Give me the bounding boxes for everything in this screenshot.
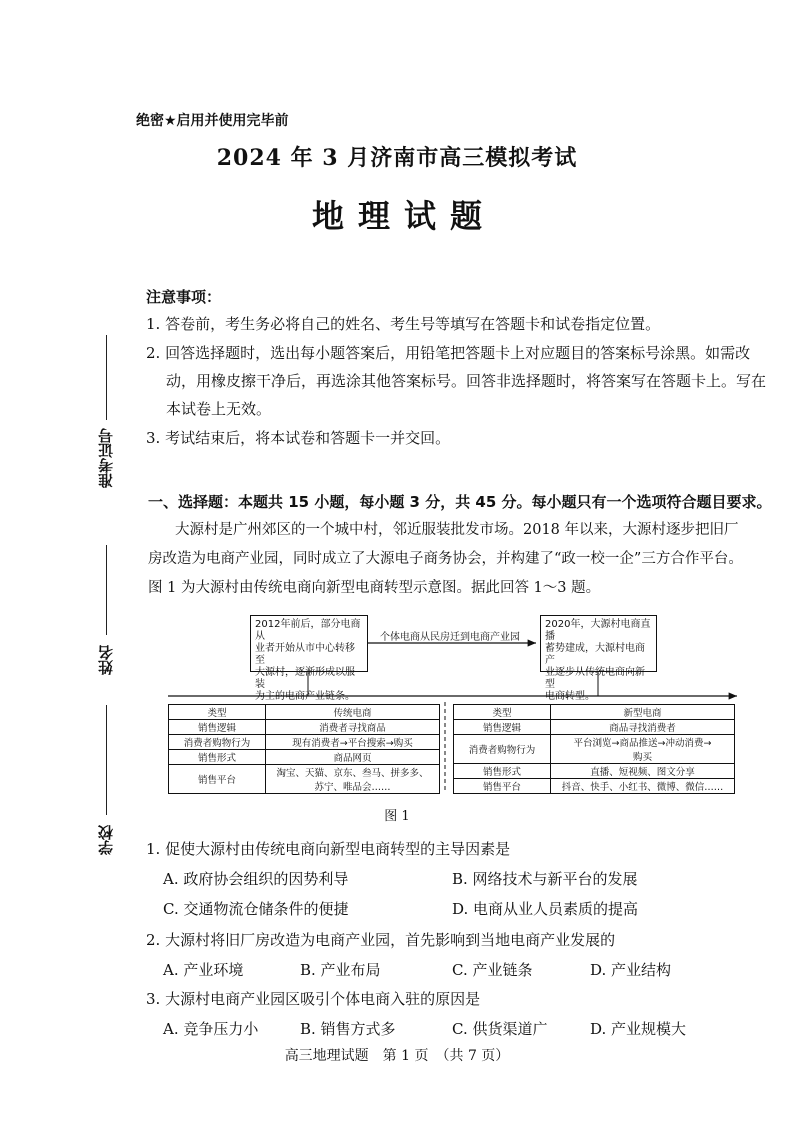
secret-label: 绝密★启用并使用完毕前 [136, 113, 289, 129]
question-3-option-b: B. 销售方式多 [300, 1020, 396, 1038]
table-cell: 类型 [454, 705, 551, 720]
table-row [169, 750, 440, 765]
question-3-option-a: A. 竞争压力小 [163, 1020, 259, 1038]
box-text-line: 业者开始从市中心转移至 [255, 643, 355, 666]
table-row [454, 735, 735, 750]
table-cell: 消费者购物行为 [454, 735, 551, 764]
table-row [169, 765, 440, 780]
school-field-label: 学校 [97, 825, 115, 855]
question-1-option-c: C. 交通物流仓储条件的便捷 [163, 900, 349, 918]
note-item: 3. 考试结束后，将本试卷和答题卡一并交回。 [146, 429, 451, 447]
table-cell: 消费者购物行为 [169, 735, 266, 750]
table-cell: 购买 [551, 749, 735, 764]
id-field-line [106, 335, 107, 420]
question-3-stem: 3. 大源村电商产业园区吸引个体电商入驻的原因是 [146, 990, 481, 1008]
figure-arrow-label: 个体电商从民房迁到电商产业园 [380, 632, 520, 643]
table-cell: 现有消费者→平台搜索→购买 [266, 735, 440, 750]
table-cell: 直播、短视频、图文分享 [551, 764, 735, 779]
new-ecommerce-table [453, 704, 735, 794]
exam-title: 2024 年 3 月济南市高三模拟考试 [216, 145, 578, 171]
table-row [454, 779, 735, 794]
table-cell: 商品寻找消费者 [551, 720, 735, 735]
question-3-option-c: C. 供货渠道广 [452, 1020, 548, 1038]
box-text-line: 2020年，大源村电商直播 [545, 619, 651, 642]
question-1-stem: 1. 促使大源村由传统电商向新型电商转型的主导因素是 [146, 840, 511, 858]
note-item: 本试卷上无效。 [166, 400, 272, 418]
table-cell: 销售平台 [454, 779, 551, 794]
question-2-option-d: D. 产业结构 [590, 961, 672, 979]
table-row [454, 720, 735, 735]
table-cell: 传统电商 [266, 705, 440, 720]
box-text-line: 2012年前后，部分电商从 [255, 619, 361, 642]
box-text-line: 为主的电商产业链条。 [255, 691, 355, 702]
table-row [169, 735, 440, 750]
traditional-ecommerce-table [168, 704, 440, 794]
section-heading: 一、选择题：本题共 15 小题，每小题 3 分，共 45 分。每小题只有一个选项符合题目要求。 [148, 493, 772, 511]
note-item: 1. 答卷前，考生务必将自己的姓名、考生号等填写在答题卡和试卷指定位置。 [146, 315, 661, 333]
table-header-row [454, 705, 735, 720]
question-3-option-d: D. 产业规模大 [590, 1020, 687, 1038]
question-1-option-a: A. 政府协会组织的因势利导 [163, 870, 349, 888]
table-cell: 抖音、快手、小红书、微博、微信…… [551, 779, 735, 794]
passage-line: 大源村是广州郊区的一个城中村，邻近服装批发市场。2018 年以来，大源村逐步把旧厂 [175, 522, 739, 538]
question-1-option-d: D. 电商从业人员素质的提高 [452, 900, 639, 918]
table-cell: 销售形式 [169, 750, 266, 765]
question-2-stem: 2. 大源村将旧厂房改造为电商产业园，首先影响到当地电商产业发展的 [146, 931, 616, 949]
box-text-line: 蓄势建成，大源村电商产 [545, 643, 645, 666]
box-text-line: 业逐步从传统电商向新型 [545, 667, 645, 690]
table-cell: 商品网页 [266, 750, 440, 765]
box-text-line: 大源村，逐渐形成以服装 [255, 667, 355, 690]
passage-line: 图 1 为大源村由传统电商向新型电商转型示意图。据此回答 1～3 题。 [148, 580, 601, 596]
subject-title: 地理试题 [311, 197, 496, 235]
table-cell: 平台浏览→商品推送→冲动消费→ [551, 735, 735, 750]
table-header-row [169, 705, 440, 720]
figure-1 [150, 610, 750, 800]
table-row [454, 764, 735, 779]
id-field-label: 准考证号 [97, 428, 115, 488]
box-text-line: 电商转型。 [545, 691, 595, 702]
table-cell: 新型电商 [551, 705, 735, 720]
name-field-label: 姓名 [97, 645, 115, 675]
table-cell: 类型 [169, 705, 266, 720]
question-2-option-b: B. 产业布局 [300, 961, 381, 979]
page-footer: 高三地理试题 第 1 页 （共 7 页） [284, 1048, 510, 1064]
table-row [169, 720, 440, 735]
table-cell: 销售逻辑 [169, 720, 266, 735]
table-cell: 销售形式 [454, 764, 551, 779]
table-cell: 销售逻辑 [454, 720, 551, 735]
table-cell: 消费者寻找商品 [266, 720, 440, 735]
table-cell: 苏宁、唯品会…… [266, 779, 440, 794]
question-2-option-a: A. 产业环境 [163, 961, 244, 979]
table-cell: 淘宝、天猫、京东、叁马、拼多多、 [266, 765, 440, 780]
notes-heading: 注意事项： [146, 288, 222, 306]
name-field-line [106, 545, 107, 635]
figure-caption: 图 1 [384, 809, 410, 824]
question-1-option-b: B. 网络技术与新平台的发展 [452, 870, 638, 888]
table-cell: 销售平台 [169, 765, 266, 794]
question-2-option-c: C. 产业链条 [452, 961, 533, 979]
note-item: 2. 回答选择题时，选出每小题答案后，用铅笔把答题卡上对应题目的答案标号涂黑。如需改 [146, 344, 751, 362]
school-field-line [106, 705, 107, 815]
passage-line: 房改造为电商产业园，同时成立了大源电子商务协会，并构建了“政一校一企”三方合作平台。 [148, 551, 743, 567]
note-item: 动，用橡皮擦干净后，再选涂其他答案标号。回答非选择题时，将答案写在答题卡上。写在 [166, 372, 767, 390]
